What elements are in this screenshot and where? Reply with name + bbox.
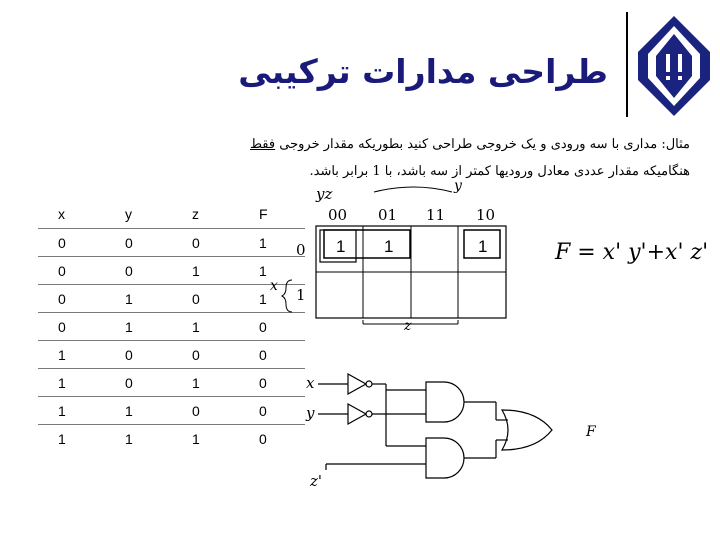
kmap-cell-000: 1 — [336, 237, 346, 256]
kmap-row-label-0: 0 — [296, 241, 306, 259]
table-cell: 1 — [238, 285, 305, 313]
table-cell: 0 — [104, 257, 171, 285]
circuit-input-x: x — [306, 374, 315, 392]
table-cell: 1 — [171, 425, 238, 453]
kmap-col-label-00: 00 — [328, 206, 348, 224]
table-cell: 1 — [171, 313, 238, 341]
table-cell: 1 — [171, 257, 238, 285]
problem-statement-line2: هنگامیکه مقدار عددی معادل ورودیها کمتر از سه باشد، با 1 برابر باشد. — [309, 164, 690, 179]
table-cell: 0 — [238, 369, 305, 397]
kmap-row-var: x — [270, 278, 278, 294]
kmap-y-label: y — [454, 180, 462, 194]
table-cell: 0 — [238, 425, 305, 453]
table-cell: 1 — [38, 425, 104, 453]
not-gate-y-icon — [348, 404, 366, 424]
header-y: y — [125, 206, 132, 222]
table-cell: 1 — [104, 397, 171, 425]
table-row — [38, 425, 305, 453]
statement-emphasis: فقط — [249, 137, 276, 152]
kmap-col-label-11: 11 — [426, 206, 446, 224]
kmap-col-label-01: 01 — [378, 206, 398, 224]
and-gate-2-icon — [426, 438, 464, 478]
table-row — [38, 397, 305, 425]
table-cell: 0 — [104, 369, 171, 397]
table-row — [38, 369, 305, 397]
table-cell: 0 — [38, 313, 104, 341]
kmap-col-var: yz — [316, 185, 333, 203]
logic-circuit — [296, 360, 606, 500]
kmap-cell-001: 1 — [384, 237, 394, 256]
kmap-x-brace — [282, 280, 292, 312]
table-cell: 0 — [38, 285, 104, 313]
header-x: x — [58, 206, 65, 222]
university-logo-icon — [636, 14, 712, 118]
table-cell: 0 — [238, 313, 305, 341]
table-cell: 1 — [104, 285, 171, 313]
table-cell: 0 — [38, 257, 104, 285]
not-gate-x-icon — [348, 374, 366, 394]
table-cell: 0 — [238, 397, 305, 425]
kmap-y-brace — [374, 187, 452, 192]
table-cell: 0 — [104, 341, 171, 369]
table-cell: 1 — [38, 397, 104, 425]
kmap-col-label-10: 10 — [476, 206, 496, 224]
kmap-cell-010: 1 — [478, 237, 488, 256]
and-gate-1-icon — [426, 382, 464, 422]
circuit-input-y: y — [306, 404, 315, 422]
header-f: F — [259, 206, 268, 222]
table-cell: 0 — [171, 397, 238, 425]
table-cell: 0 — [171, 285, 238, 313]
table-cell: 1 — [38, 341, 104, 369]
circuit-output-f: F — [586, 424, 596, 440]
title-divider — [626, 12, 628, 117]
circuit-input-z: z' — [310, 472, 323, 490]
table-cell: 0 — [38, 229, 104, 257]
header-z: z — [192, 206, 199, 222]
karnaugh-map — [254, 180, 554, 330]
boolean-expression: F = x' y'+x' z' — [555, 240, 709, 265]
table-cell: 1 — [171, 369, 238, 397]
problem-statement-line1 — [50, 137, 690, 152]
table-cell: 0 — [171, 229, 238, 257]
table-cell: 0 — [171, 341, 238, 369]
table-cell: 1 — [238, 257, 305, 285]
slide-title: طراحی مدارات ترکیبی — [238, 52, 608, 91]
or-gate-icon — [502, 410, 552, 450]
table-cell: 0 — [238, 341, 305, 369]
table-cell: 1 — [104, 313, 171, 341]
table-cell: 1 — [38, 369, 104, 397]
kmap-row-label-1: 1 — [296, 286, 306, 304]
table-row — [38, 341, 305, 369]
table-cell: 1 — [104, 425, 171, 453]
statement-text: مثال: مداری با سه ورودی و یک خروجی طراحی کنید بطوریکه مقدار خروجی — [275, 137, 690, 152]
table-cell: 0 — [104, 229, 171, 257]
kmap-z-label: z — [404, 318, 412, 330]
table-cell: 1 — [238, 229, 305, 257]
